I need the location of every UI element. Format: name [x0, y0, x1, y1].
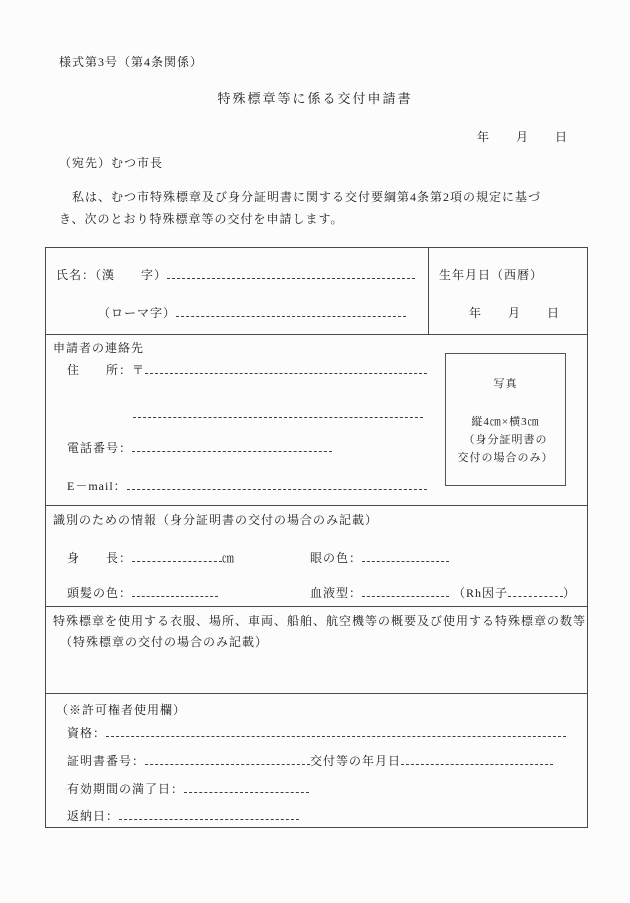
form-title: 特殊標章等に係る交付申請書 — [217, 91, 413, 106]
blood-type-fill — [362, 584, 449, 597]
qualification-label: 資格： — [67, 726, 107, 740]
date-line: 年 月 日 — [477, 130, 569, 144]
height-label: 身 長： — [67, 551, 133, 565]
usage-line-1: 特殊標章を使用する衣服、場所、車両、船舶、航空機等の概要及び使用する特殊標章の数等 — [53, 614, 587, 628]
eye-color-label: 眼の色： — [310, 551, 363, 565]
office-use-row — [46, 693, 587, 827]
height-unit: ㎝ — [222, 551, 236, 565]
issue-date-label: 交付等の年月日 — [310, 754, 402, 768]
phone-label: 電話番号： — [67, 441, 133, 455]
blood-type-label: 血液型： — [310, 586, 363, 600]
rh-factor-suffix: ） — [563, 586, 577, 600]
usage-row — [46, 606, 587, 693]
form-number: 様式第3号（第4条関係） — [59, 55, 204, 69]
identification-row — [46, 505, 587, 606]
birthdate-ymd: 年 月 日 — [469, 306, 561, 320]
qualification-fill — [106, 724, 566, 737]
email-label: E－mail： — [67, 479, 127, 493]
rh-factor-fill — [508, 584, 563, 597]
return-date-label: 返納日： — [67, 809, 120, 823]
photo-box — [445, 353, 566, 486]
expiry-fill — [184, 780, 309, 793]
issue-date-fill — [401, 752, 553, 765]
address-fill-2 — [133, 405, 423, 418]
birthdate-cell — [429, 248, 587, 334]
usage-line-2: （特殊標章の交付の場合のみ記載） — [60, 635, 269, 649]
name-romaji-label: （ローマ字） — [98, 306, 177, 320]
cert-no-fill — [145, 752, 310, 765]
cert-no-label: 証明書番号： — [67, 754, 146, 768]
name-romaji-fill — [176, 304, 406, 317]
hair-color-label: 頭髪の色： — [67, 586, 133, 600]
email-fill — [127, 477, 427, 490]
address-fill-1 — [145, 361, 427, 374]
hair-color-fill — [132, 584, 218, 597]
photo-box-note-1: （身分証明書の — [463, 434, 548, 446]
birthdate-label: 生年月日（西暦） — [439, 268, 544, 282]
addressee: （宛先）むつ市長 — [59, 156, 164, 170]
name-kanji-fill — [167, 266, 415, 279]
office-use-heading: （※許可権者使用欄） — [56, 703, 187, 717]
rh-factor-prefix: （Rh因子 — [453, 586, 509, 600]
intro-line-2: き、次のとおり特殊標章等の交付を申請します。 — [59, 212, 344, 226]
return-date-fill — [119, 807, 299, 820]
expiry-label: 有効期間の満了日： — [67, 782, 185, 796]
contact-row — [46, 334, 587, 505]
name-kanji-label: 氏名：（漢 字） — [56, 268, 168, 282]
photo-box-note-2: 交付の場合のみ） — [457, 452, 554, 464]
application-table — [45, 247, 588, 828]
intro-line-1: 私は、むつ市特殊標章及び身分証明書に関する交付要綱第4条第2項の規定に基づ — [59, 190, 542, 204]
photo-box-title: 写真 — [493, 378, 518, 390]
address-label: 住 所：〒 — [67, 363, 146, 377]
photo-box-size: 縦4㎝×横3㎝ — [471, 416, 540, 428]
identification-heading: 識別のための情報（身分証明書の交付の場合のみ記載） — [53, 513, 379, 527]
name-birth-row — [46, 248, 587, 334]
contact-heading: 申請者の連絡先 — [53, 341, 145, 355]
phone-fill — [132, 439, 332, 452]
name-cell — [46, 248, 429, 334]
height-fill — [132, 549, 222, 562]
eye-color-fill — [362, 549, 449, 562]
